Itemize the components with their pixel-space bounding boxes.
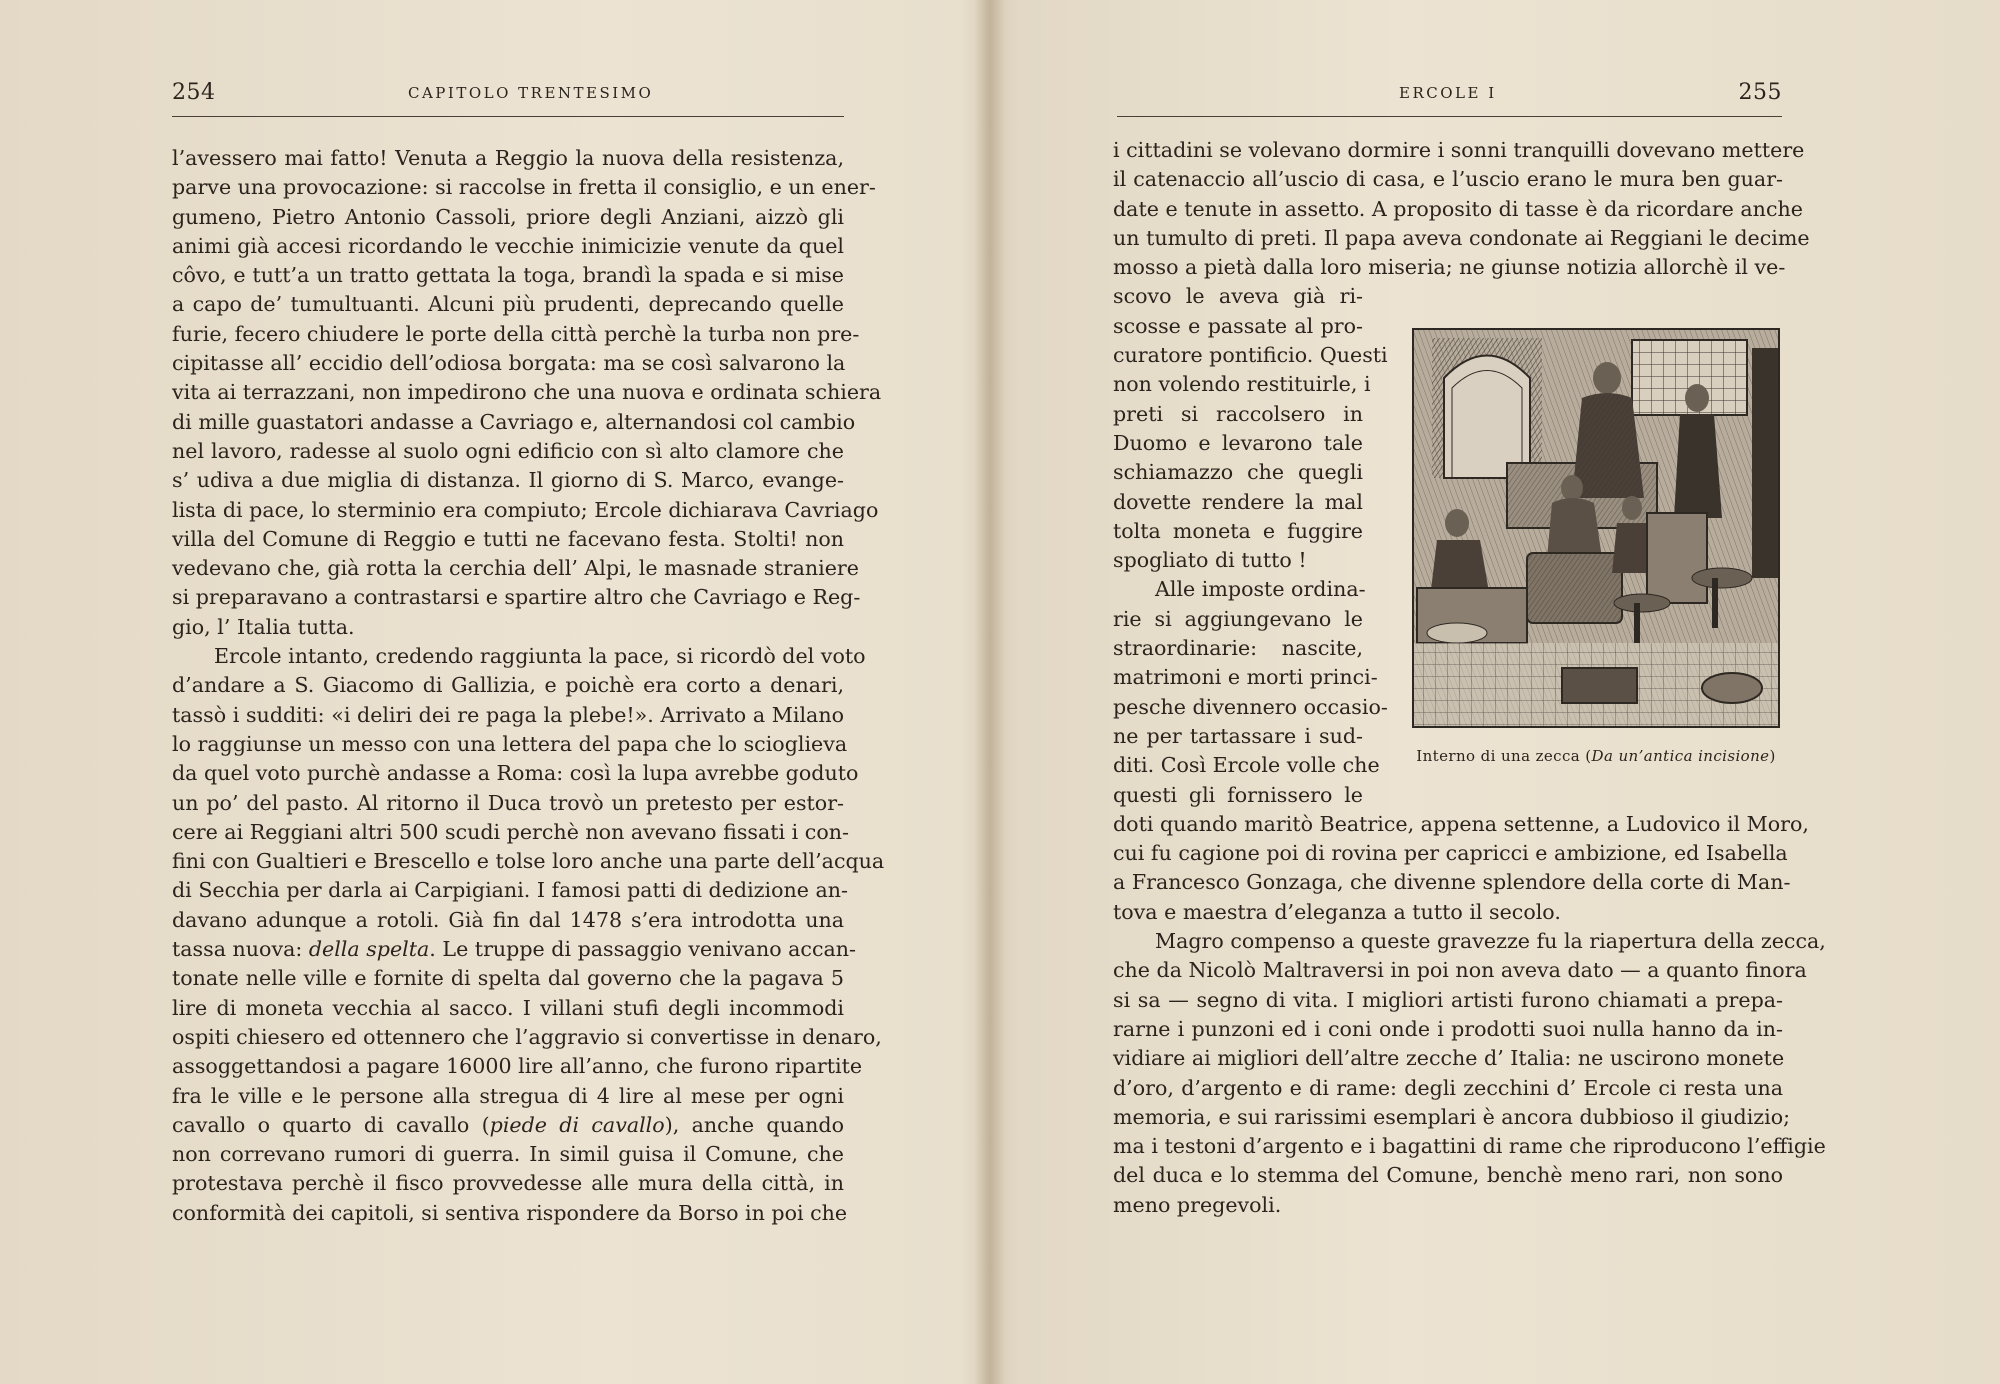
text-line: mosso a pietà dalla loro miseria; ne giunse notizia allorchè il ve- [1113,255,1786,280]
text-line: fini con Gualtieri e Brescello e tolse loro anche una parte dell’acqua [172,849,885,874]
text-line: un po’ del pasto. Al ritorno il Duca trovò un pretesto per estor- [172,790,844,815]
text-line: preti si raccolsero in [1113,401,1363,426]
figure-caption [1412,747,1780,765]
text-line: spogliato di tutto ! [1113,548,1307,573]
text-line: protestava perchè il fisco provvedesse alle mura della città, in [172,1171,844,1196]
text-line: cipitasse all’ eccidio dell’odiosa borgata: ma se così salvarono la [172,351,846,376]
text-line: diti. Così Ercole volle che [1113,753,1380,778]
text-line: tolta moneta e fuggire [1113,518,1363,543]
text-line: assoggettandosi a pagare 16000 lire all’anno, che furono ripartite [172,1054,863,1079]
text-line: tova e maestra d’eleganza a tutto il secolo. [1113,899,1561,924]
text-line: nel lavoro, radesse al suolo ogni edificio con sì alto clamore che [172,438,844,463]
text-line: scosse e passate al pro- [1113,313,1363,338]
page-number-left: 254 [172,80,216,105]
text-line: tonate nelle ville e fornite di spelta dal governo che la pagava 5 [172,966,844,991]
text-line: lista di pace, lo sterminio era compiuto; Ercole dichiarava Cavriago [172,497,879,522]
text-line: scovo le aveva già ri- [1113,284,1363,309]
left-page [0,0,990,1384]
italic-run: piede di cavallo [489,1112,665,1137]
text-line: gumeno, Pietro Antonio Cassoli, priore degli Anziani, aizzò gli [172,204,844,229]
text-run: ), anche quando [664,1112,845,1137]
running-head-left [172,80,844,117]
left-body-text [172,144,885,1228]
text-line: pesche divennero occasio- [1113,694,1388,719]
text-line-mixed [172,935,857,964]
text-line: non volendo restituirle, i [1113,372,1371,397]
text-line: côvo, e tutt’a un tratto gettata la toga, brandì la spada e si mise [172,263,844,288]
text-line: date e tenute in assetto. A proposito di tasse è da ricordare anche [1113,196,1803,221]
text-line: il catenaccio all’uscio di casa, e l’uscio erano le mura ben guar- [1113,167,1783,192]
text-line: si preparavano a contrastarsi e spartire altro che Cavriago e Reg- [172,585,861,610]
running-title-left: CAPITOLO TRENTESIMO [408,84,654,102]
text-line: gio, l’ Italia tutta. [172,614,355,639]
text-line: di mille guastatori andasse a Cavriago e, alternandosi col cambio [172,409,856,434]
running-head-right [1117,80,1782,117]
text-line: tassò i sudditi: «i deliri dei re paga la plebe!». Arrivato a Milano [172,702,844,727]
text-line: ospiti chiesero ed ottennero che l’aggravio si convertisse in denaro, [172,1024,882,1049]
text-line: rarne i punzoni ed i coni onde i prodotti suoi nulla hanno da in- [1113,1016,1783,1041]
right-page [990,0,2000,1384]
text-line: Duomo e levarono tale [1113,430,1363,455]
text-line: davano adunque a rotoli. Già fin dal 1478 s’era introdotta una [172,907,844,932]
text-run: cavallo o quarto di cavallo ( [172,1112,490,1137]
text-line: da quel voto purchè andasse a Roma: così la lupa avrebbe goduto [172,761,859,786]
text-line: parve una provocazione: si raccolse in fretta il consiglio, e un ener- [172,175,876,200]
text-line: curatore pontificio. Questi [1113,343,1388,368]
text-line: schiamazzo che quegli [1113,460,1363,485]
caption-text: Interno di una zecca ( [1416,747,1592,765]
mint-engraving-figure [1412,328,1780,765]
text-line: che da Nicolò Maltraversi in poi non aveva dato — a quanto finora [1113,958,1807,983]
text-line: matrimoni e morti princi- [1113,665,1378,690]
text-line: fra le ville e le persone alla stregua di 4 lire al mese per ogni [172,1083,844,1108]
text-run: tassa nuova: [172,937,309,962]
text-line: conformità dei capitoli, si sentiva rispondere da Borso in poi che [172,1200,848,1225]
text-line: cui fu cagione poi di rovina per capricci e ambizione, ed Isabella [1113,841,1788,866]
text-line: dovette rendere la mal [1113,489,1363,514]
text-line: vedevano che, già rotta la cerchia dell’ Alpi, le masnade straniere [172,556,859,581]
page-number-right: 255 [1738,80,1782,105]
text-line: questi gli fornissero le [1113,782,1363,807]
text-line: meno pregevoli. [1113,1192,1282,1217]
text-run: . Le truppe di passaggio venivano accan- [429,937,857,962]
italic-run: della spelta [308,937,430,962]
text-line: rie si aggiungevano le [1113,606,1363,631]
text-line: si sa — segno di vita. I migliori artisti furono chiamati a prepa- [1113,987,1783,1012]
text-line: lo raggiunse un messo con una lettera del papa che lo scioglieva [172,731,848,756]
text-line: memoria, e sui rarissimi esemplari è ancora dubbioso il giudizio; [1113,1104,1791,1129]
text-line: lire di moneta vecchia al sacco. I villani stufi degli incommodi [172,995,844,1020]
text-line: vidiare ai migliori dell’altre zecche d’ Italia: ne uscirono monete [1113,1046,1785,1071]
text-line: doti quando maritò Beatrice, appena settenne, a Ludovico il Moro, [1113,811,1809,836]
text-line: a Francesco Gonzaga, che divenne splendore della corte di Man- [1113,870,1791,895]
caption-italic-text: Da un’antica incisione [1591,747,1770,765]
text-line: del duca e lo stemma del Comune, benchè meno rari, non sono [1113,1163,1783,1188]
text-line: a capo de’ tumultuanti. Alcuni più prudenti, deprecando quelle [172,292,844,317]
text-line: Alle imposte ordina- [1155,577,1366,602]
text-line: d’oro, d’argento e di rame: degli zecchini d’ Ercole ci resta una [1113,1075,1783,1100]
running-title-right: ERCOLE I [1399,84,1497,102]
text-line: ma i testoni d’argento e i bagattini di rame che riproducono l’effigie [1113,1134,1826,1159]
text-line: animi già accesi ricordando le vecchie inimicizie venute da quel [172,233,844,258]
text-line: villa del Comune di Reggio e tutti ne facevano festa. Stolti! non [172,526,844,551]
text-line: Magro compenso a queste gravezze fu la riapertura della zecca, [1155,929,1826,954]
text-line: ne per tartassare i sud- [1113,723,1363,748]
text-line: di Secchia per darla ai Carpigiani. I famosi patti di dedizione an- [172,878,849,903]
text-line: cere ai Reggiani altri 500 scudi perchè non avevano fissati i con- [172,819,849,844]
text-line: vita ai terrazzani, non impedirono che una nuova e ordinata schiera [172,380,882,405]
text-line: l’avessero mai fatto! Venuta a Reggio la nuova della resistenza, [172,146,844,170]
text-line: Ercole intanto, credendo raggiunta la pace, si ricordò del voto [214,644,866,669]
text-line: i cittadini se volevano dormire i sonni tranquilli dovevano mettere [1113,138,1805,162]
mint-interior-engraving [1412,328,1780,728]
text-line: d’andare a S. Giacomo di Gallizia, e poichè era corto a denari, [172,673,844,698]
text-line: s’ udiva a due miglia di distanza. Il giorno di S. Marco, evange- [172,468,844,493]
text-line-mixed [172,1111,844,1140]
text-line: furie, fecero chiudere le porte della città perchè la turba non pre- [172,321,860,346]
text-line: straordinarie: nascite, [1113,636,1363,661]
caption-end: ) [1769,747,1776,765]
text-line: non correvano rumori di guerra. In simil guisa il Comune, che [172,1142,844,1167]
text-line: un tumulto di preti. Il papa aveva condonate ai Reggiani le decime [1113,225,1810,250]
